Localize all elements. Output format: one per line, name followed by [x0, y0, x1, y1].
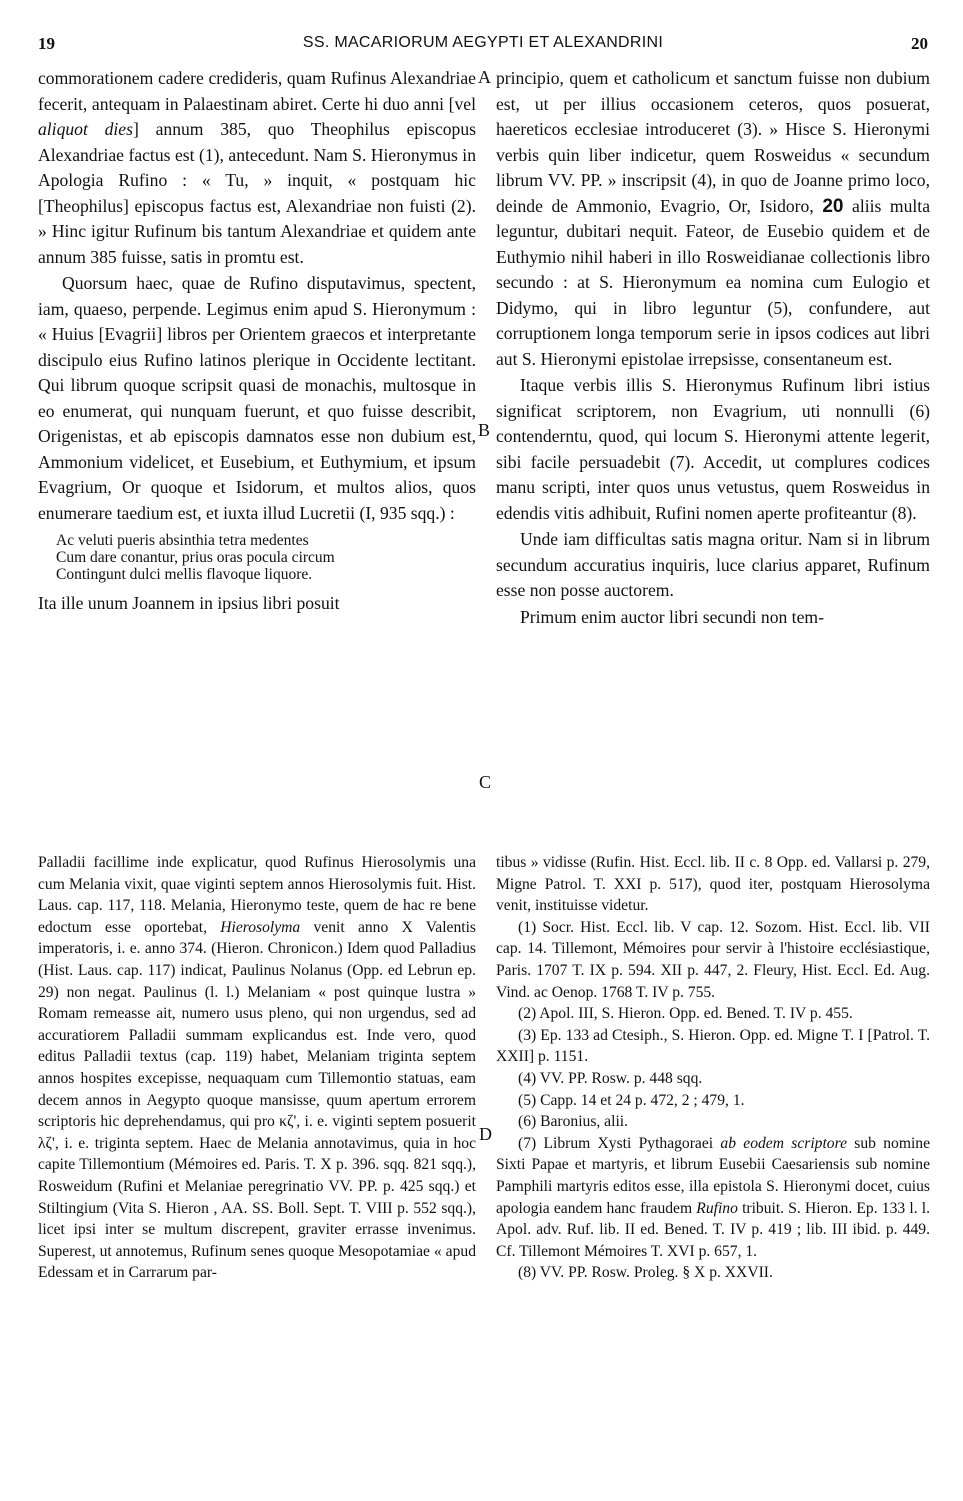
footnote-5: (5) Capp. 14 et 24 p. 472, 2 ; 479, 1.: [518, 1091, 745, 1109]
running-head: [38, 34, 928, 56]
paragraph: principio, quem et catholicum et sanctum fuisse non dubium est, ut per illius occasionem ceteros, quos posuerat, haereticos ecclesiae introduceret (3). » Hisce S. Hieronymi verbis quin liber indicetur, quem Rosweidus « secundum librum VV. PP. » inscripsit (4), in quo de Joanne primo loco, deinde de Ammonio, Evagrio, Or, Isidoro, 20 aliis multa leguntur, dubitari nequit. Fateor, de Eusebio quidem et de Euthymio nihil haberi in illo Rosweidianae collectionis libro secundo : at S. Hieronymum ea nomina cum Eulogio et Didymo, qui in libro leguntur (5), confundere, aut corruptionem longa temporum serie in ipsos codices aut libri aut S. Hieronymi epistolae irrepsisse, consentaneum est.: [496, 68, 931, 369]
footnote-4: (4) VV. PP. Rosw. p. 448 sqq.: [518, 1069, 703, 1087]
footnote-continuation: tibus » vidisse (Rufin. Hist. Eccl. lib. II c. 8 Opp. ed. Vallarsi p. 279, Migne Patrol. T. XXI p. 517), quod iter, postquam Hierosolyma venit, instituisse videtur.: [496, 854, 930, 915]
paragraph: Ita ille unum Joannem in ipsius libri posuit: [38, 593, 340, 613]
page-number-left: 19: [38, 34, 55, 53]
footnote-1: (1) Socr. Hist. Eccl. lib. V cap. 12. Sozom. Hist. Eccl. lib. VII cap. 14. Tillemont, Mémoires pour servir à l'histoire ecclésiastique, Paris. 1707 T. IX p. 594. XII p. 447, 2. Fleury, Hist. Eccl. Ed. Aug. Vind. ac Oenop. 1768 T. IV p. 755.: [496, 918, 930, 1001]
footnote-8: (8) VV. PP. Rosw. Proleg. § X p. XXVII.: [518, 1264, 773, 1282]
main-text-right-column: [496, 66, 930, 630]
margin-letter-a: A: [478, 67, 491, 87]
footnote-7: (7) Librum Xysti Pythagoraei ab eodem scriptore sub nomine Sixti Papae et martyris, et librum Eusebii Caesariensis sub nomine Pamphili martyris editos esse, illa epistola S. Hieronymi docet, cuius apologia eandem hanc fraudem Rufino tribuit. S. Hieron. Ep. 133 l. l. Apol. adv. Ruf. lib. II ed. Bened. T. IV p. 419 ; lib. III ibid. p. 449. Cf. Tillemont Mémoires T. XVI p. 657, 1.: [496, 1134, 930, 1260]
verse-line: Contingunt dulci mellis flavoque liquore.: [56, 566, 313, 583]
paragraph: Quorsum haec, quae de Rufino disputavimus, spectent, iam, quaeso, perpende. Legimus enim apud S. Hieronymum : « Huius [Evagrii] libros per Orientem graecos et interpretante discipulo eius Rufino latinos plerique in Occidente lectitant. Qui librum quoque scripsit quasi de monachis, multosque in eo enumerat, qui nunquam fuerunt, et quo fuisse describit, Origenistas, et ab episcopis damnatos esse non dubium est, Ammonium videlicet, et Eusebium, et Euthymium, et ipsum Evagrium, Or quoque et Isidorum, et multos alios, quos enumerare taedium est, et iuxta illud Lucretii (I, 935 sqq.) :: [38, 273, 476, 523]
margin-letter-b: B: [478, 420, 491, 440]
bold-numeral: 20: [822, 195, 844, 217]
margin-letter-c: C: [479, 772, 492, 792]
verse-line: Cum dare conantur, prius oras pocula circum: [56, 549, 335, 566]
paragraph: Unde iam difficultas satis magna oritur. Nam si in librum secundum accuratius inquiris, luce clarius apparet, Rufinum esse non posse auctorem.: [496, 529, 930, 600]
footnotes-left-column: [38, 852, 476, 1284]
footnote-2: (2) Apol. III, S. Hieron. Opp. ed. Bened. T. IV p. 455.: [518, 1005, 853, 1023]
main-text-left-column: [38, 66, 476, 617]
footnote-continuation: Palladii facillime inde explicatur, quod Rufinus Hierosolymis una cum Melania vixit, quae viginti septem annos Hierosolymis fuit. Hist. Laus. cap. 117, 118. Melania, Hieronymo teste, quem de hac re bene edoctum esse oportebat, Hierosolyma venit anno X Valentis imperatoris, i. e. anno 374. (Hieron. Chronicon.) Idem quod Palladius (Hist. Laus. cap. 117) indicat, Paulinus Nolanus (Opp. ed Lebrun ep. 29) non negat. Paulinus (l. l.) Melaniam « post quinque lustra » Romam remeasse ait, numero usus pleno, qui non urgendus, sed ad accuratiorem Palladii summam explicandus est. Inde vero, quod editus Palladii textus (cap. 119) habet, Melaniam triginta septem annos hospites excepisse, nequaquam cum Tillemontio statuas, eam decem annos in Aegypto quoque mansisse, quum apertum errorem scriptoris hic deprehendamus, qui pro κζ', i. e. viginti septem posuerit λζ', i. e. triginta septem. Haec de Melania annotavimus, quia in hoc capite Tillemontium (Mémoires ed. Paris. T. X p. 396. sqq. 821 sqq.), Rosweidum (Rufini et Melaniae peregrinatio VV. PP. p. 425 sqq.) et Stiltingium (Vita S. Hieron , AA. SS. Boll. Sept. T. VIII p. 552 sqq.), licet ipsi inter se multum discrepent, graviter errasse invenimus. Superest, ut annotemus, Rufinum senes quoque Mesopotamiae « apud Edessam et in Carrarum par-: [38, 854, 476, 1282]
page-number-right: 20: [911, 34, 928, 53]
footnote-6: (6) Baronius, alii.: [518, 1113, 629, 1131]
verse-quotation: [56, 532, 476, 583]
paragraph: Primum enim auctor libri secundi non tem-: [520, 606, 824, 627]
paragraph: commorationem cadere credideris, quam Rufinus Alexandriae fecerit, antequam in Palaestinam abiret. Certe hi duo anni [vel aliquot dies] annum 385, quo Theophilus episcopus Alexandriae factus est (1), antecedunt. Nam S. Hieronymus in Apologia Rufino : « Tu, » inquit, « postquam hic [Theophilus] episcopus factus est, Alexandriae non fuisti (2). » Hinc igitur Rufinum bis tantum Alexandriae et quidem ante annum 385 fuisse, satis in promtu est.: [38, 68, 476, 267]
footnote-3: (3) Ep. 133 ad Ctesiph., S. Hieron. Opp. ed. Migne T. I [Patrol. T. XXII] p. 1151.: [496, 1026, 930, 1066]
paragraph: Itaque verbis illis S. Hieronymus Rufinum libri istius significat scriptorem, non Evagrium, uti nonnulli (6) contenderntu, quod, qui locum S. Hieronymi attente legerit, sibi facile persuadebit (7). Accedit, ut complures codices manu scripti, inter quos unus vetustus, quem Rosweidus in edendis vitis adhibuit, Rufini nomen aperte profiteantur (8).: [496, 375, 930, 523]
margin-letter-d: D: [479, 1124, 492, 1144]
footnotes-right-column: [496, 852, 930, 1284]
running-title: SS. MACARIORUM AEGYPTI ET ALEXANDRINI: [302, 34, 664, 51]
verse-line: Ac veluti pueris absinthia tetra medentes: [56, 532, 309, 549]
